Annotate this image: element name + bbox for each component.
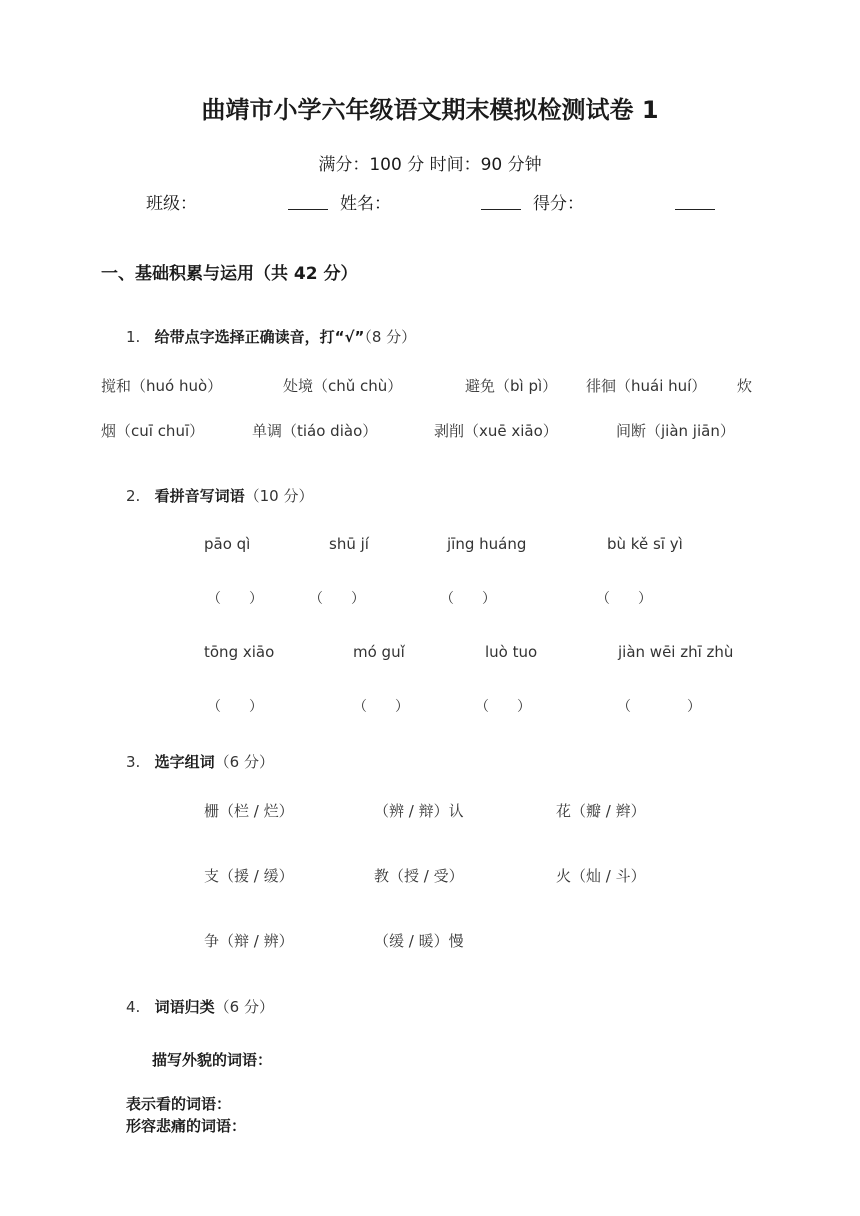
answer-blank[interactable]: （ ）	[596, 591, 652, 607]
question-points: （10 分）	[244, 487, 314, 505]
pinyin-prompt: shū jí	[329, 535, 369, 553]
question-4-heading	[126, 996, 274, 1017]
q1-item: 避免（bì pì）	[465, 377, 558, 395]
pinyin-prompt: pāo qì	[204, 535, 251, 553]
question-number: 1.	[126, 328, 141, 346]
pinyin-prompt: jiàn wēi zhī zhù	[618, 643, 734, 661]
name-label: 姓名：	[340, 194, 391, 214]
question-points: （6 分）	[214, 998, 274, 1016]
name-field	[340, 189, 391, 214]
pinyin-prompt: tōng xiāo	[204, 643, 275, 661]
word-choice: 火（灿 / 斗）	[556, 867, 646, 885]
word-choice: 争（辩 / 辨）	[204, 932, 294, 950]
pinyin-prompt: luò tuo	[485, 643, 538, 661]
score-field	[533, 189, 584, 214]
question-1-heading	[126, 326, 416, 347]
pinyin-prompt: bù kě sī yì	[607, 535, 683, 553]
question-title: 选字组词	[154, 753, 215, 771]
answer-blank-wide[interactable]: （ ）	[617, 699, 701, 715]
question-points: （6 分）	[214, 753, 274, 771]
q1-item: 处境（chǔ chù）	[283, 377, 403, 395]
category-appearance: 描写外貌的词语：	[152, 1051, 273, 1069]
category-looking: 表示看的词语：	[126, 1095, 232, 1113]
category-grief: 形容悲痛的词语：	[126, 1117, 247, 1135]
class-label: 班级：	[146, 194, 197, 214]
q1-item: 单调（tiáo diào）	[252, 422, 378, 440]
word-choice: 花（瓣 / 辫）	[556, 802, 646, 820]
page-title: 曲靖市小学六年级语文期末模拟检测试卷 1	[201, 96, 659, 124]
pinyin-prompt: jīng huáng	[447, 535, 527, 553]
q1-item: 烟（cuī chuī）	[101, 422, 205, 440]
question-title: 词语归类	[154, 998, 215, 1016]
answer-blank[interactable]: （ ）	[353, 699, 409, 715]
word-choice: 栅（栏 / 烂）	[204, 802, 294, 820]
question-number: 2.	[126, 487, 141, 505]
question-number: 4.	[126, 998, 141, 1016]
answer-blank[interactable]: （ ）	[475, 699, 531, 715]
pinyin-prompt: mó guǐ	[353, 643, 405, 661]
score-blank[interactable]	[675, 193, 715, 210]
class-field	[146, 189, 197, 214]
word-choice: 教（授 / 受）	[374, 867, 464, 885]
q1-item: 剥削（xuē xiāo）	[434, 422, 558, 440]
question-points: （8 分）	[364, 328, 417, 346]
answer-blank[interactable]: （ ）	[440, 591, 496, 607]
answer-blank[interactable]: （ ）	[207, 699, 263, 715]
question-number: 3.	[126, 753, 141, 771]
exam-meta: 满分：100 分 时间：90 分钟	[318, 155, 542, 175]
section-heading: 一、基础积累与运用（共 42 分）	[101, 264, 358, 284]
q1-item: 搅和（huó huò）	[101, 377, 223, 395]
q1-item: 炊	[737, 377, 753, 395]
name-blank[interactable]	[481, 193, 521, 210]
question-title: 给带点字选择正确读音，打“√”	[154, 328, 365, 346]
q1-item: 徘徊（huái huí）	[586, 377, 707, 395]
word-choice: （缓 / 暖）慢	[374, 932, 464, 950]
score-label: 得分：	[533, 194, 584, 214]
answer-blank[interactable]: （ ）	[207, 591, 263, 607]
answer-blank[interactable]: （ ）	[309, 591, 365, 607]
question-title: 看拼音写词语	[154, 487, 245, 505]
question-3-heading	[126, 751, 274, 772]
q1-item: 间断（jiàn jiān）	[616, 422, 735, 440]
word-choice: 支（援 / 缓）	[204, 867, 294, 885]
class-blank[interactable]	[288, 193, 328, 210]
word-choice: （辨 / 辩）认	[374, 802, 464, 820]
question-2-heading	[126, 485, 314, 506]
